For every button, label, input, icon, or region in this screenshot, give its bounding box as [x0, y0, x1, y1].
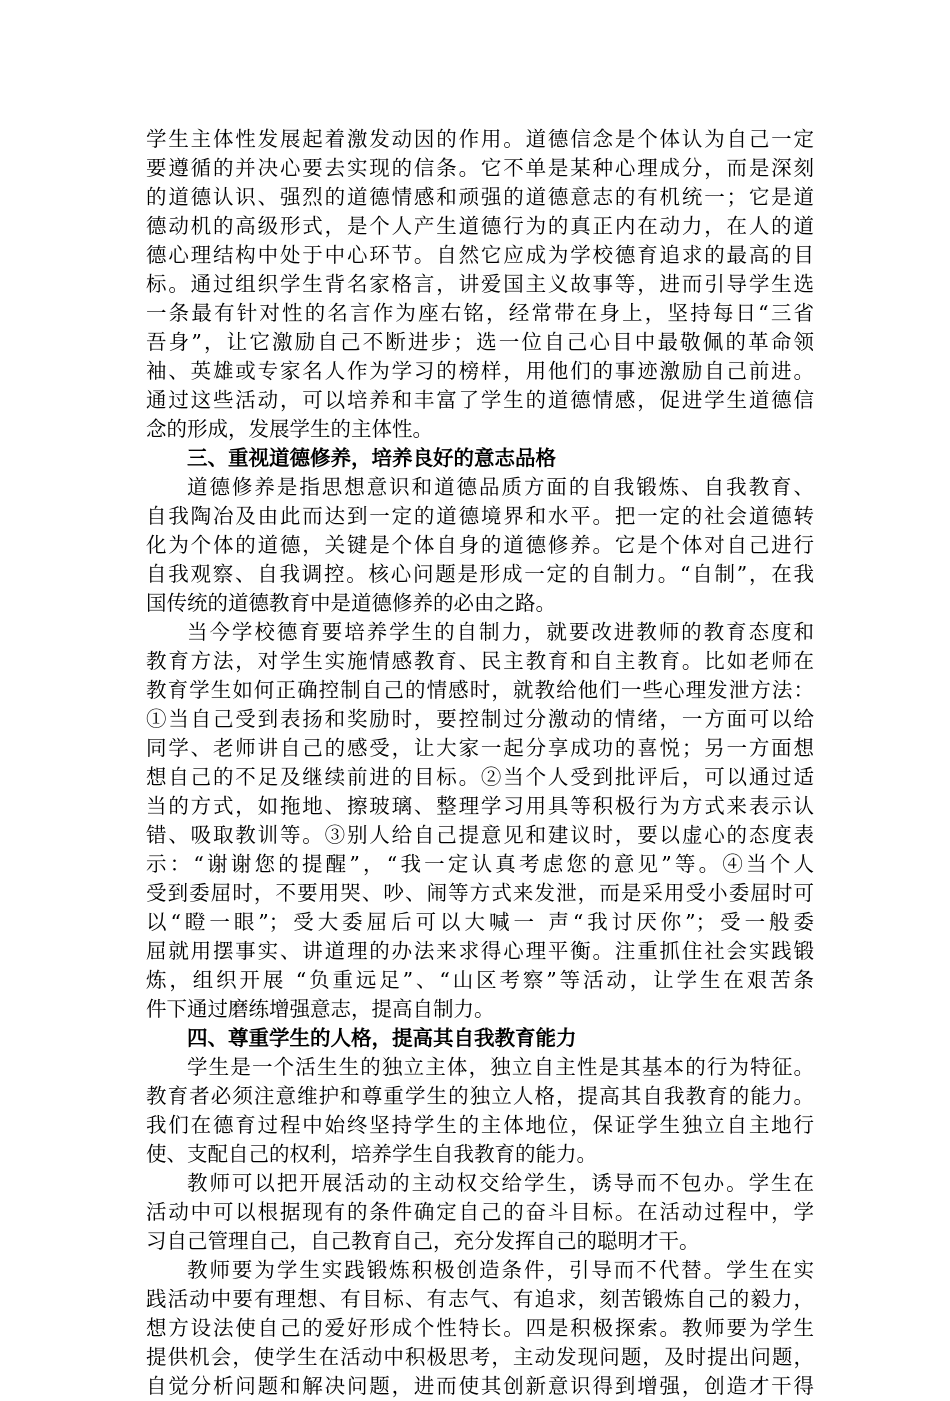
- text-line: 吾身”，让它激励自己不断进步；选一位自己心目中最敬佩的革命领: [146, 330, 814, 354]
- text-line: 念的形成，发展学生的主体性。: [146, 417, 433, 441]
- text-line: 屈就用摆事实、讲道理的办法来求得心理平衡。注重抓住社会实践锻: [146, 939, 814, 963]
- paragraph: [146, 1053, 814, 1169]
- text-line: 当的方式，如拖地、擦玻璃、整理学习用具等积极行为方式来表示认: [146, 794, 814, 818]
- paragraph: [146, 618, 814, 1024]
- text-line: 一条最有针对性的名言作为座右铭，经常带在身上，坚持每日“三省: [146, 301, 814, 325]
- text-line: 的道德认识、强烈的道德情感和顽强的道德意志的有机统一；它是道: [146, 185, 814, 209]
- text-line: 示：“谢谢您的提醒”，“我一定认真考虑您的意见”等。④当个人: [146, 852, 814, 876]
- text-line: 标。通过组织学生背名家格言，讲爱国主义故事等，进而引导学生选: [146, 272, 814, 296]
- paragraph: [146, 473, 814, 618]
- text-line: 国传统的道德教育中是道德修养的必由之路。: [146, 591, 556, 615]
- text-line: 受到委屈时，不要用哭、吵、闹等方式来发泄，而是采用受小委屈时可: [146, 881, 814, 905]
- text-line: 自我陶冶及由此而达到一定的道德境界和水平。把一定的社会道德转: [146, 504, 814, 528]
- paragraph: [146, 1256, 814, 1401]
- text-line: 教师可以把开展活动的主动权交给学生，诱导而不包办。学生在: [187, 1171, 814, 1195]
- text-line: 教育者必须注意维护和尊重学生的独立人格，提高其自我教育的能力。: [146, 1084, 814, 1108]
- text-line: 自我观察、自我调控。核心问题是形成一定的自制力。“自制”，在我: [146, 562, 814, 586]
- text-line: 教育方法，对学生实施情感教育、民主教育和自主教育。比如老师在: [146, 649, 814, 673]
- text-line: 要遵循的并决心要去实现的信条。它不单是某种心理成分，而是深刻: [146, 156, 814, 180]
- text-line: 炼，组织开展 “负重远足”、“山区考察”等活动，让学生在艰苦条: [146, 968, 814, 992]
- text-line: 习自己管理自己，自己教育自己，充分发挥自己的聪明才干。: [146, 1229, 700, 1253]
- section-heading-3: 三、重视道德修养，培养良好的意志品格: [187, 446, 556, 470]
- text-line: 同学、老师讲自己的感受，让大家一起分享成功的喜悦；另一方面想: [146, 736, 814, 760]
- text-line: 件下通过磨练增强意志，提高自制力。: [146, 997, 495, 1021]
- text-line: 自觉分析问题和解决问题，进而使其创新意识得到增强，创造才干得: [146, 1374, 814, 1398]
- text-line: 活动中可以根据现有的条件确定自己的奋斗目标。在活动过程中，学: [146, 1200, 814, 1224]
- text-line: 学生是一个活生生的独立主体，独立自主性是其基本的行为特征。: [187, 1055, 814, 1079]
- text-line: 想方设法使自己的爱好形成个性特长。四是积极探索。教师要为学生: [146, 1316, 814, 1340]
- text-line: 袖、英雄或专家名人作为学习的榜样，用他们的事迹激励自己前进。: [146, 359, 814, 383]
- text-line: 践活动中要有理想、有目标、有志气、有追求，刻苦锻炼自己的毅力，: [146, 1287, 814, 1311]
- text-line: 以“瞪一眼”；受大委屈后可以大喊一 声“我讨厌你”；受一般委: [146, 910, 814, 934]
- text-line: ①当自己受到表扬和奖励时，要控制过分激动的情绪，一方面可以给: [146, 707, 814, 731]
- text-line: 德动机的高级形式，是个人产生道德行为的真正内在动力，在人的道: [146, 214, 814, 238]
- text-line: 教师要为学生实践锻炼积极创造条件，引导而不代替。学生在实: [187, 1258, 814, 1282]
- text-line: 当今学校德育要培养学生的自制力，就要改进教师的教育态度和: [187, 620, 814, 644]
- text-line: 想自己的不足及继续前进的目标。②当个人受到批评后，可以通过适: [146, 765, 814, 789]
- section-heading-4: 四、尊重学生的人格，提高其自我教育能力: [187, 1026, 577, 1050]
- text-line: 错、吸取教训等。③别人给自己提意见和建议时，要以虚心的态度表: [146, 823, 814, 847]
- text-line: 道德修养是指思想意识和道德品质方面的自我锻炼、自我教育、: [187, 475, 814, 499]
- text-line: 化为个体的道德，关键是个体自身的道德修养。它是个体对自己进行: [146, 533, 814, 557]
- text-line: 我们在德育过程中始终坚持学生的主体地位，保证学生独立自主地行: [146, 1113, 814, 1137]
- text-line: 教育学生如何正确控制自己的情感时，就教给他们一些心理发泄方法：: [146, 678, 814, 702]
- text-line: 使、支配自己的权利，培养学生自我教育的能力。: [146, 1142, 597, 1166]
- text-line: 德心理结构中处于中心环节。自然它应成为学校德育追求的最高的目: [146, 243, 814, 267]
- text-line: 学生主体性发展起着激发动因的作用。道德信念是个体认为自己一定: [146, 127, 814, 151]
- document-page: [146, 125, 814, 1401]
- text-line: 通过这些活动，可以培养和丰富了学生的道德情感，促进学生道德信: [146, 388, 814, 412]
- text-line: 提供机会，使学生在活动中积极思考，主动发现问题，及时提出问题，: [146, 1345, 814, 1369]
- paragraph: [146, 125, 814, 444]
- paragraph: [146, 1169, 814, 1256]
